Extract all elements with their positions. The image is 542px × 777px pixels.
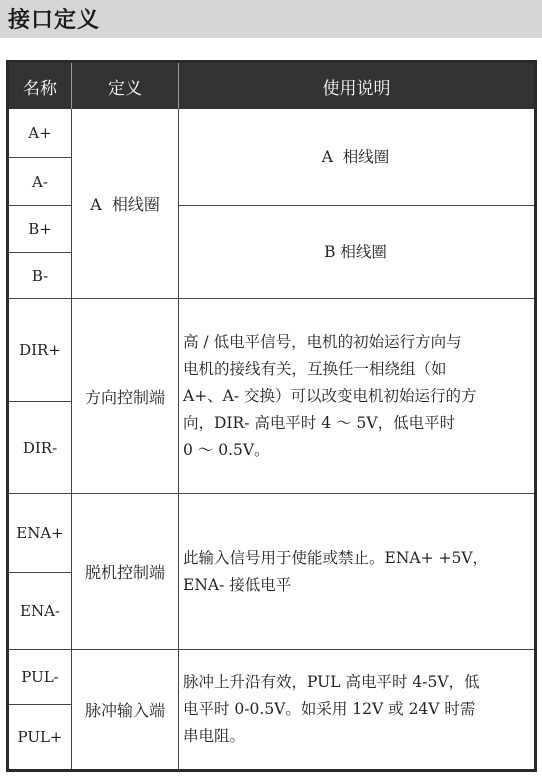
usage-text: [183, 545, 488, 599]
table-cell-name: ENA-: [20, 602, 60, 620]
table-cell-name: A-: [32, 172, 48, 191]
table-cell-name: B-: [31, 266, 49, 285]
usage-line: 串电阻。: [183, 727, 246, 745]
table-cell-name: DIR-: [22, 438, 58, 457]
usage-line: 高 / 低电平信号，电机的初始运行方向与: [183, 332, 462, 351]
usage-line: 向，DIR- 高电平时 4 ～ 5V，低电平时: [183, 413, 456, 432]
table-header: [9, 63, 534, 109]
table-cell-name: DIR+: [19, 341, 61, 359]
table-cell-definition: 脱机控制端: [84, 563, 165, 582]
table-cell-name: A+: [28, 124, 52, 142]
section-title: 接口定义: [8, 8, 101, 33]
header-definition: 定义: [108, 78, 142, 99]
usage-line: 0 ～ 0.5V。: [183, 440, 270, 459]
table-cell-definition: 脉冲输入端: [84, 701, 165, 720]
table-cell-name: B+: [28, 220, 52, 238]
section-header: [0, 0, 542, 38]
usage-line: 电机的接线有关，互换任一相绕组（如: [183, 359, 447, 378]
table-cell-usage: [179, 650, 534, 769]
interface-table: [6, 60, 537, 772]
table-cell-name: PUL+: [17, 728, 63, 746]
table-cell-name: ENA+: [16, 524, 64, 542]
usage-line: A+、A- 交换）可以改变电机初始运行的方: [183, 386, 477, 405]
table-cell-usage: [179, 494, 534, 649]
header-usage: 使用说明: [322, 78, 391, 99]
table-cell-definition: A 相线圈: [90, 195, 160, 214]
header-name: 名称: [23, 78, 57, 99]
table-cell-usage: A 相线圈: [321, 147, 390, 166]
table-cell-usage: [179, 299, 534, 493]
usage-text: [183, 669, 480, 750]
table-cell-name: PUL-: [21, 668, 59, 686]
table-cell-usage: B 相线圈: [324, 242, 387, 261]
table-cell-definition: 方向控制端: [84, 387, 165, 407]
usage-line: 脉冲上升沿有效，PUL 高电平时 4-5V，低: [183, 673, 480, 691]
usage-line: ENA- 接低电平: [183, 575, 292, 594]
usage-line: 电平时 0-0.5V。如采用 12V 或 24V 时需: [183, 700, 476, 718]
usage-line: 此输入信号用于使能或禁止。ENA+ +5V，: [183, 548, 489, 567]
usage-text: [183, 329, 477, 464]
